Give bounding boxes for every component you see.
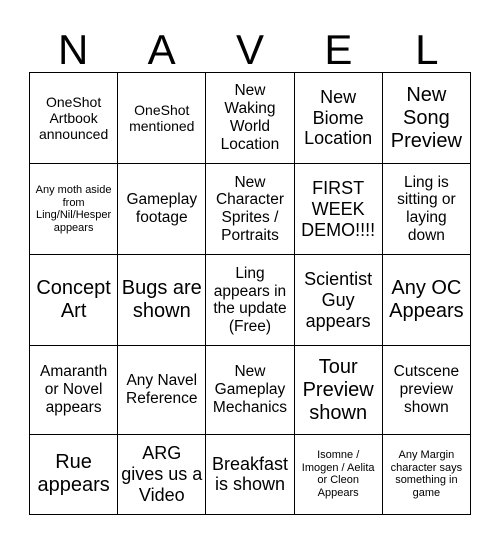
header-letter: E (324, 26, 353, 73)
board-row (30, 164, 471, 255)
board-row (30, 434, 471, 514)
bingo-cell[interactable]: OneShot mentioned (118, 73, 206, 164)
bingo-cell[interactable]: Tour Preview shown (294, 346, 382, 434)
bingo-cell[interactable]: New Biome Location (294, 73, 382, 164)
header-letter: V (235, 26, 264, 73)
bingo-cell[interactable]: Any Navel Reference (118, 346, 206, 434)
board-row (30, 346, 471, 434)
bingo-header (29, 26, 471, 74)
bingo-cell[interactable]: Isomne / Imogen / Aelita or Cleon Appears (294, 434, 382, 514)
bingo-cell[interactable]: Any OC Appears (382, 255, 470, 346)
bingo-cell[interactable]: Gameplay footage (118, 164, 206, 255)
header-letter: N (58, 26, 89, 73)
bingo-cell[interactable]: Breakfast is shown (206, 434, 294, 514)
bingo-cell[interactable]: New Song Preview (382, 73, 470, 164)
board-row (30, 73, 471, 164)
bingo-cell[interactable]: OneShot Artbook announced (30, 73, 118, 164)
bingo-cell[interactable]: New Gameplay Mechanics (206, 346, 294, 434)
bingo-board (29, 72, 471, 515)
bingo-cell[interactable]: New Waking World Location (206, 73, 294, 164)
bingo-cell[interactable]: Scientist Guy appears (294, 255, 382, 346)
bingo-cell[interactable]: Amaranth or Novel appears (30, 346, 118, 434)
header-letter: L (415, 26, 439, 73)
board-row (30, 255, 471, 346)
bingo-cell[interactable]: ARG gives us a Video (118, 434, 206, 514)
bingo-cell[interactable]: New Character Sprites / Portraits (206, 164, 294, 255)
bingo-cell[interactable]: Rue appears (30, 434, 118, 514)
bingo-cell[interactable]: Any moth aside from Ling/Nil/Hesper appears (30, 164, 118, 255)
bingo-cell[interactable]: Bugs are shown (118, 255, 206, 346)
bingo-cell[interactable]: Ling is sitting or laying down (382, 164, 470, 255)
bingo-cell[interactable]: Any Margin character says something in game (382, 434, 470, 514)
bingo-cell[interactable]: Ling appears in the update (Free) (206, 255, 294, 346)
bingo-cell[interactable]: Cutscene preview shown (382, 346, 470, 434)
bingo-cell[interactable]: FIRST WEEK DEMO!!!! (294, 164, 382, 255)
header-letter: A (147, 26, 176, 73)
bingo-cell[interactable]: Concept Art (30, 255, 118, 346)
